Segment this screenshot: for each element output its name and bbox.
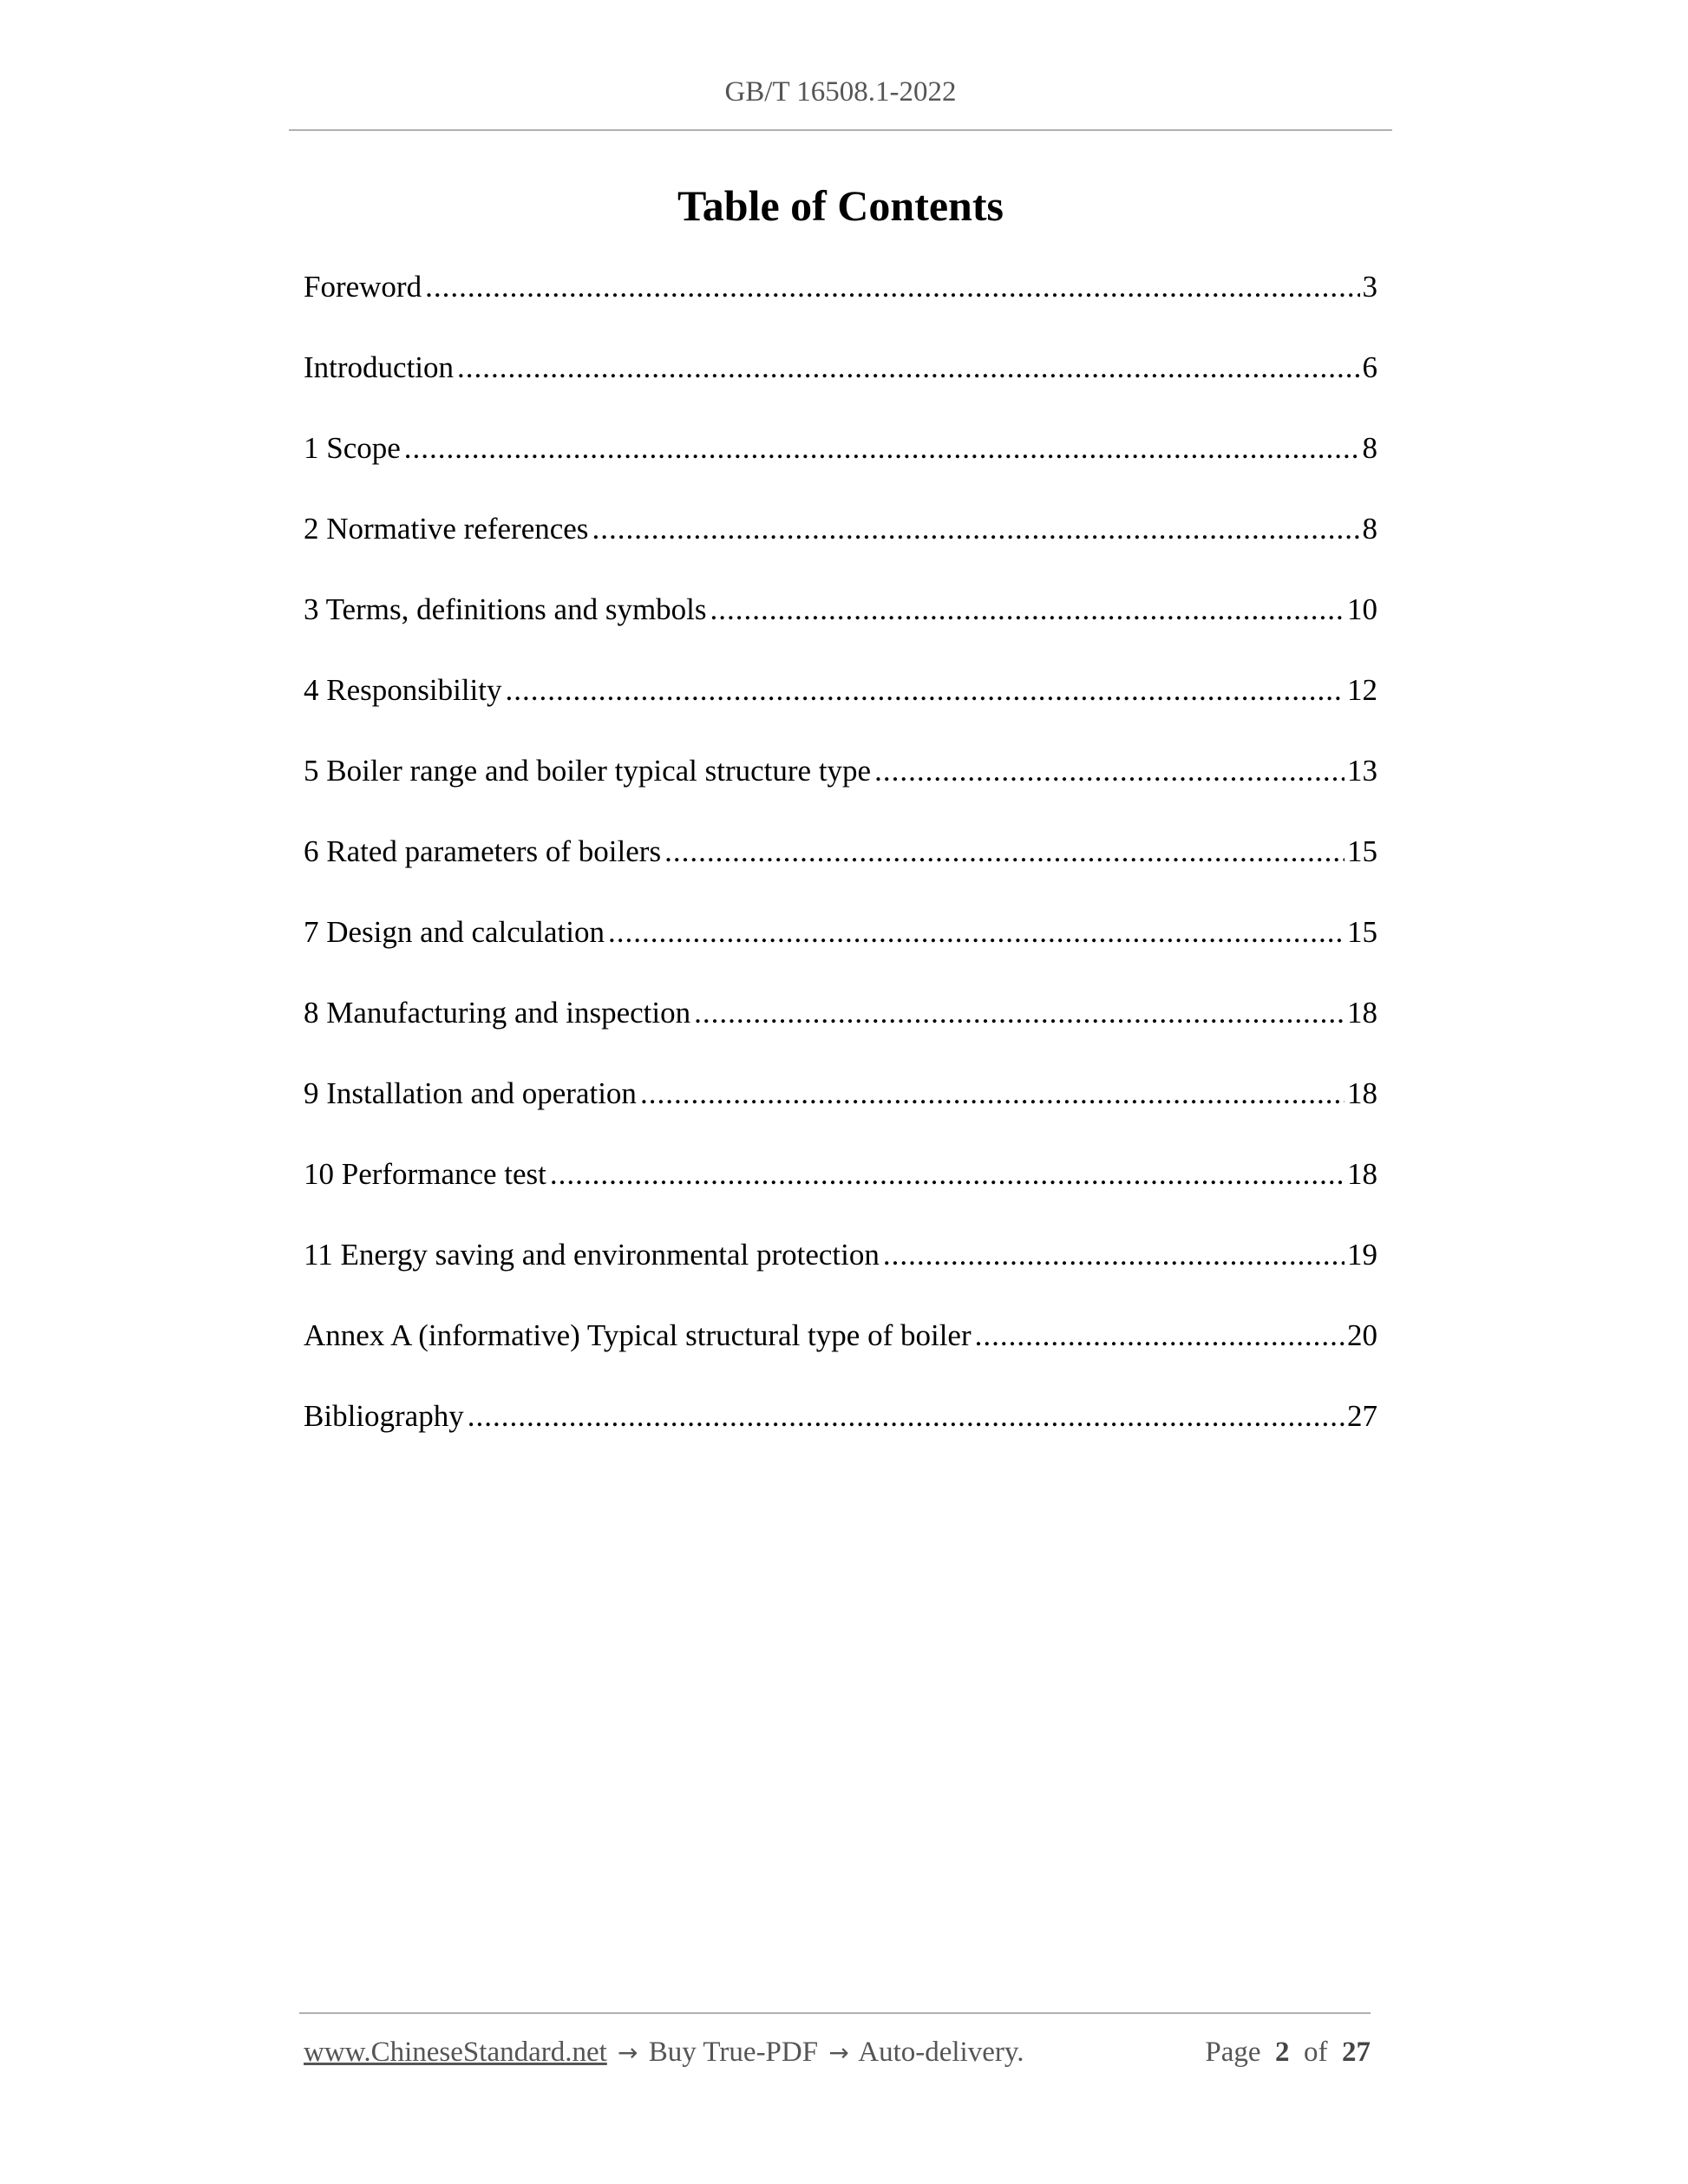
- toc-entry-label: 4 Responsibility: [304, 673, 502, 707]
- toc-dot-leader: [468, 1394, 1345, 1439]
- toc-entry-page: 6: [1362, 350, 1377, 384]
- toc-entry-label: 10 Performance test: [304, 1157, 546, 1191]
- page-word: Page: [1205, 2037, 1261, 2068]
- footer-divider: [299, 2012, 1371, 2014]
- page-total: 27: [1342, 2037, 1371, 2068]
- toc-dot-leader: [550, 1152, 1345, 1197]
- toc-entry-label: 7 Design and calculation: [304, 915, 605, 949]
- website-link[interactable]: www.ChineseStandard.net: [304, 2037, 607, 2068]
- toc-entry-page: 13: [1347, 754, 1377, 788]
- toc-entry-label: Foreword: [304, 270, 422, 304]
- toc-entry-label: 8 Manufacturing and inspection: [304, 996, 691, 1030]
- toc-dot-leader: [457, 345, 1359, 390]
- toc-entry-page: 19: [1347, 1238, 1377, 1272]
- toc-entry-energy-saving[interactable]: [304, 1233, 1377, 1313]
- footer-promo: [304, 2033, 1024, 2072]
- toc-entry-label: 3 Terms, definitions and symbols: [304, 592, 707, 626]
- toc-dot-leader: [404, 426, 1360, 471]
- toc-entry-label: Bibliography: [304, 1399, 464, 1433]
- running-header: GB/T 16508.1-2022: [724, 76, 957, 108]
- toc-entry-page: 27: [1347, 1399, 1377, 1433]
- toc-entry-page: 8: [1362, 512, 1377, 546]
- toc-entry-label: 2 Normative references: [304, 512, 589, 546]
- toc-entry-boiler-range[interactable]: [304, 749, 1377, 829]
- toc-entry-page: 20: [1347, 1318, 1377, 1352]
- toc-entry-bibliography[interactable]: [304, 1394, 1377, 1475]
- toc-entry-installation-operation[interactable]: [304, 1071, 1377, 1152]
- toc-entry-page: 15: [1347, 915, 1377, 949]
- toc-entry-responsibility[interactable]: [304, 668, 1377, 749]
- toc-entry-introduction[interactable]: [304, 345, 1377, 426]
- page-current: 2: [1275, 2037, 1290, 2068]
- toc-title: Table of Contents: [677, 181, 1004, 230]
- toc-entry-page: 12: [1347, 673, 1377, 707]
- toc-entry-page: 15: [1347, 834, 1377, 868]
- buy-pdf-text: Buy True-PDF: [648, 2037, 819, 2068]
- toc-dot-leader: [592, 507, 1359, 552]
- toc-entry-label: 11 Energy saving and environmental protection: [304, 1238, 880, 1272]
- arrow-right-icon: →: [828, 2038, 849, 2067]
- toc-entry-page: 10: [1347, 592, 1377, 626]
- toc-entry-scope[interactable]: [304, 426, 1377, 507]
- page-number: [1205, 2033, 1371, 2071]
- toc-dot-leader: [425, 265, 1359, 310]
- toc-dot-leader: [710, 587, 1345, 632]
- toc-entry-label: 5 Boiler range and boiler typical structure type: [304, 754, 872, 788]
- toc-dot-leader: [664, 829, 1345, 874]
- header-divider: [289, 129, 1392, 131]
- auto-delivery-text: Auto-delivery.: [858, 2037, 1024, 2068]
- toc-dot-leader: [640, 1071, 1345, 1116]
- toc-dot-leader: [506, 668, 1345, 713]
- toc-entry-label: Annex A (informative) Typical structural type of boiler: [304, 1318, 972, 1352]
- toc-entry-manufacturing-inspection[interactable]: [304, 991, 1377, 1071]
- toc-entry-page: 18: [1347, 1157, 1377, 1191]
- toc-entry-label: 6 Rated parameters of boilers: [304, 834, 662, 868]
- toc-dot-leader: [883, 1233, 1345, 1278]
- toc-entry-design-calculation[interactable]: [304, 910, 1377, 991]
- toc-entry-label: 1 Scope: [304, 431, 401, 465]
- toc-dot-leader: [694, 991, 1345, 1036]
- toc-entry-terms-definitions[interactable]: [304, 587, 1377, 668]
- toc-list: [304, 265, 1377, 1475]
- toc-entry-page: 18: [1347, 1076, 1377, 1110]
- arrow-right-icon: →: [618, 2038, 638, 2067]
- toc-entry-rated-parameters[interactable]: [304, 829, 1377, 910]
- toc-entry-page: 3: [1362, 270, 1377, 304]
- toc-dot-leader: [975, 1313, 1345, 1358]
- toc-entry-label: Introduction: [304, 350, 455, 384]
- toc-entry-annex-a[interactable]: [304, 1313, 1377, 1394]
- toc-entry-performance-test[interactable]: [304, 1152, 1377, 1233]
- of-word: of: [1304, 2037, 1328, 2068]
- toc-entry-normative-references[interactable]: [304, 507, 1377, 587]
- toc-entry-page: 8: [1362, 431, 1377, 465]
- toc-entry-label: 9 Installation and operation: [304, 1076, 637, 1110]
- toc-entry-foreword[interactable]: [304, 265, 1377, 345]
- toc-dot-leader: [874, 749, 1345, 794]
- toc-dot-leader: [608, 910, 1345, 955]
- toc-entry-page: 18: [1347, 996, 1377, 1030]
